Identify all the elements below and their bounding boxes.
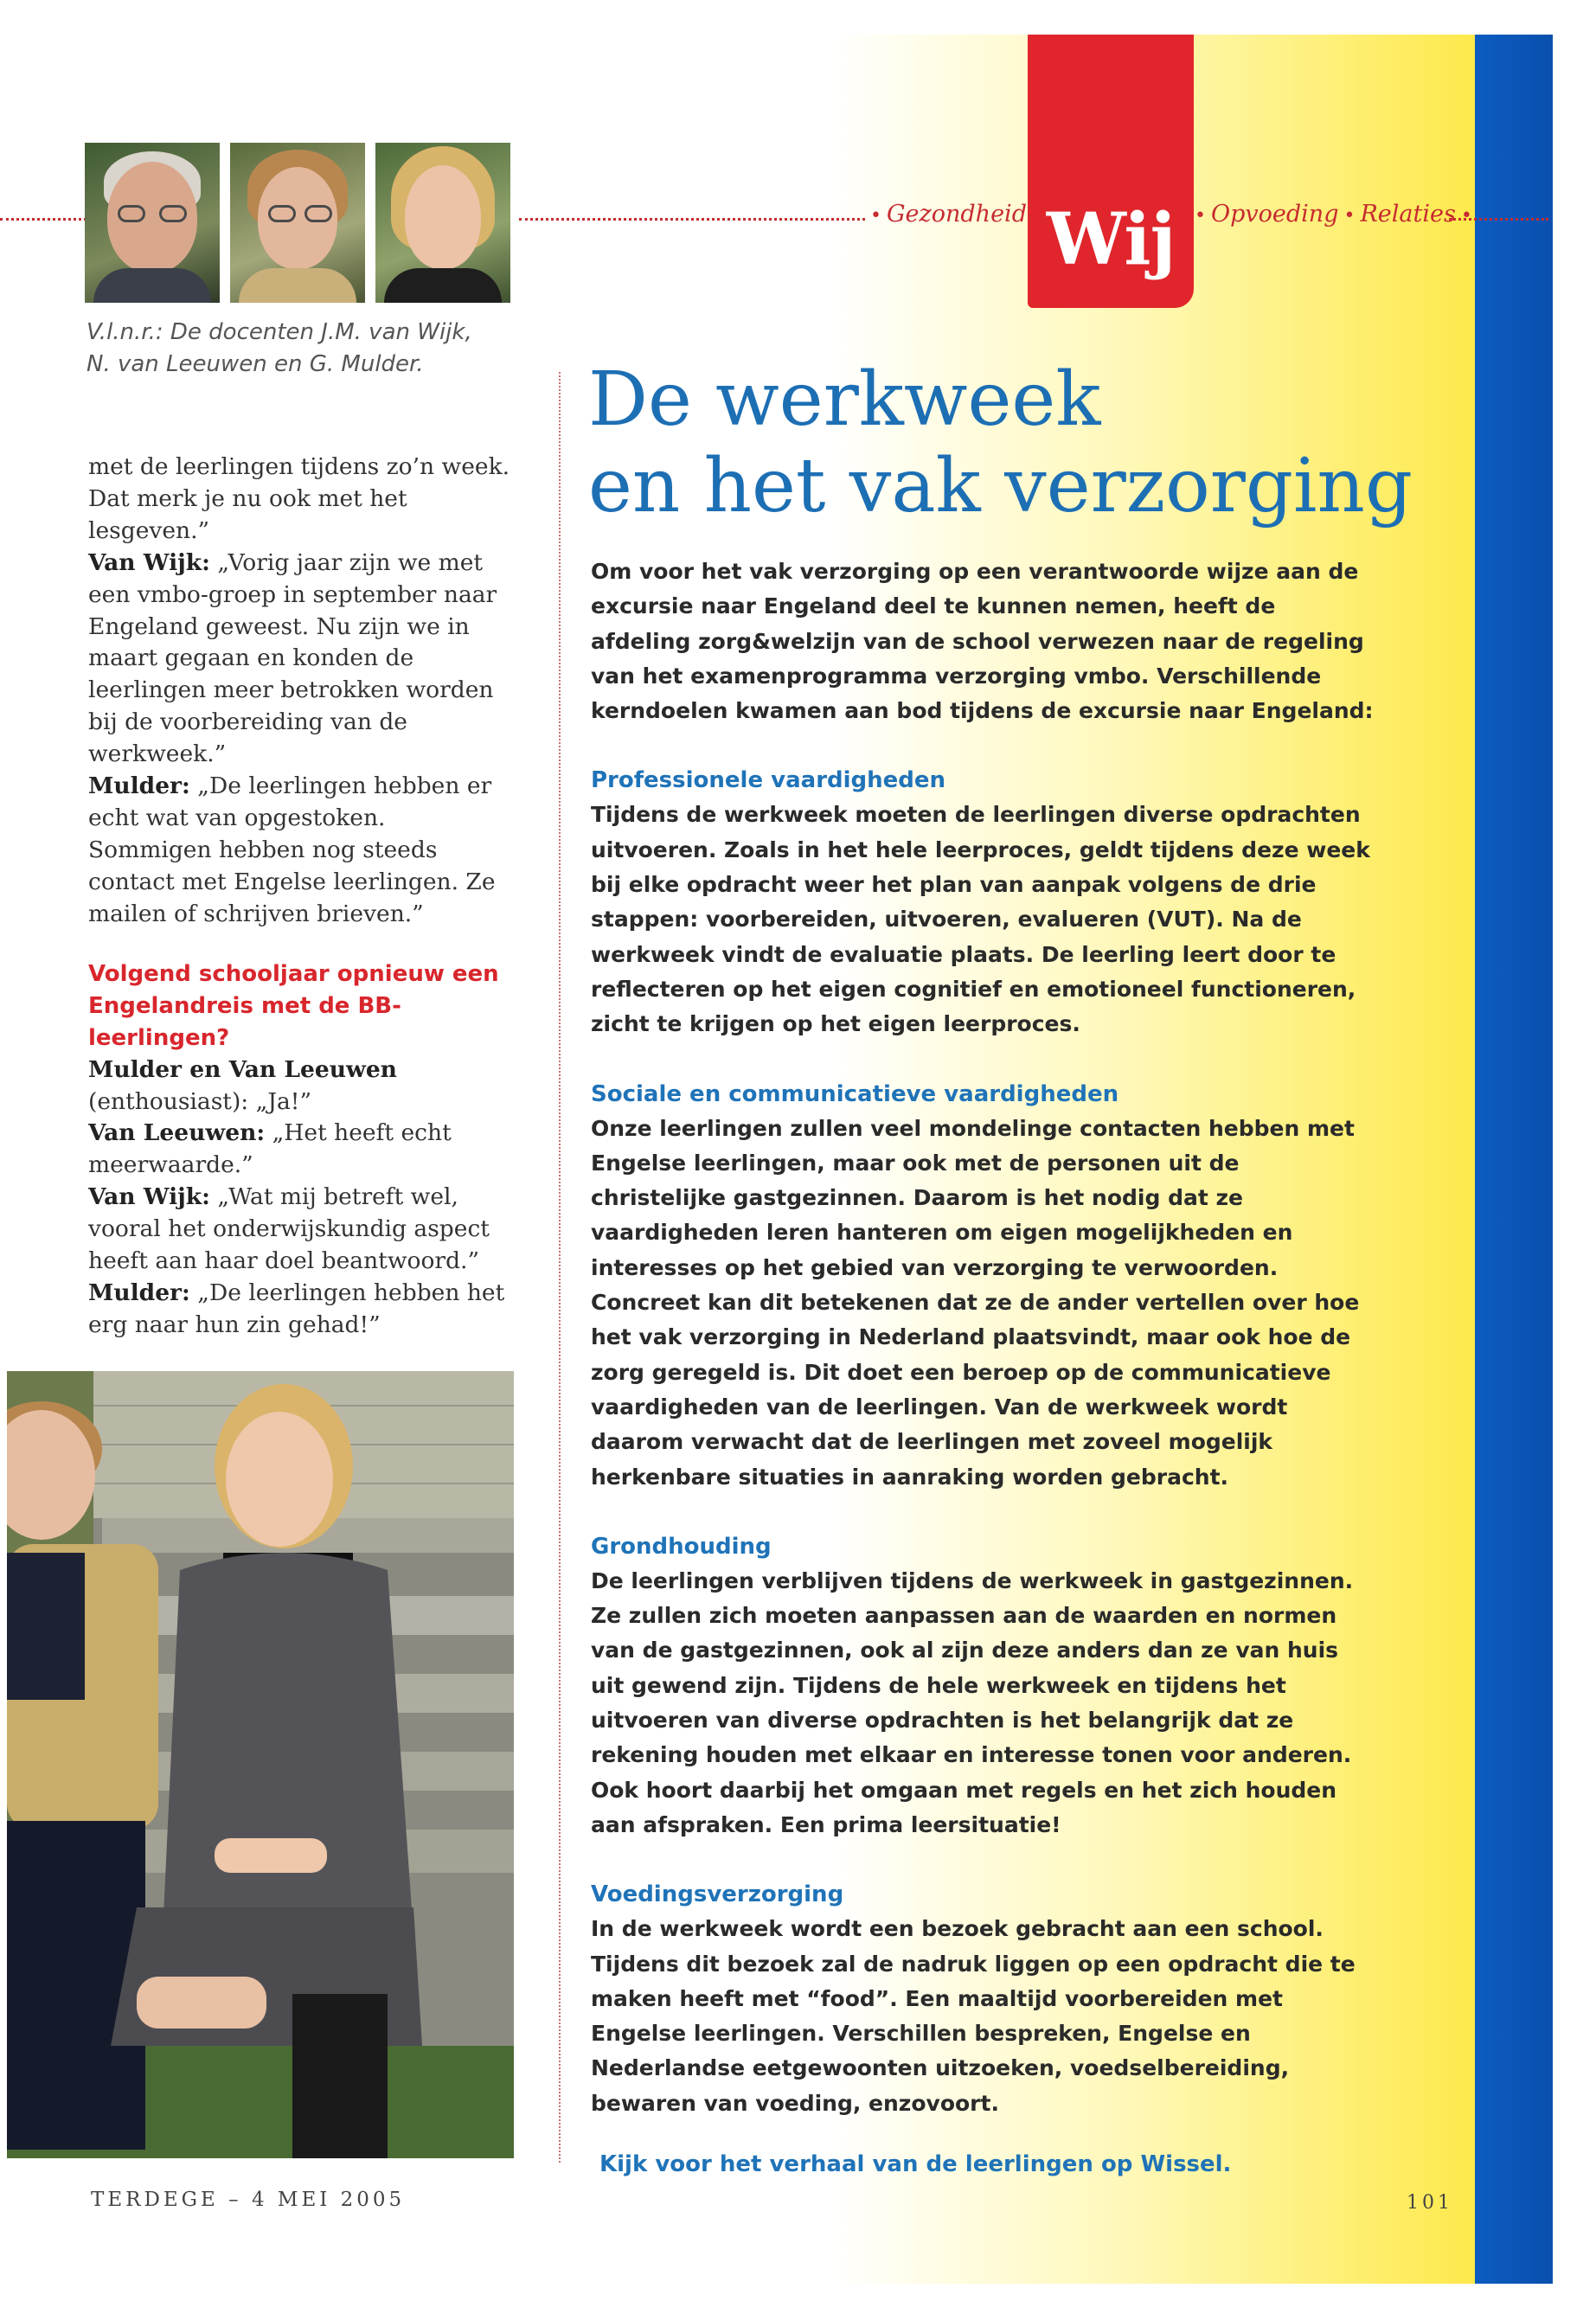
teachers-photo — [7, 1371, 514, 2158]
speaker-name: Van Leeuwen: — [88, 1119, 266, 1147]
quote-text: „Wat mij betreft wel, vooral het onderwijskundig aspect heeft aan haar doel beantwoord.” — [88, 1183, 490, 1275]
interview-paragraph — [88, 1054, 514, 1118]
article-intro: Om voor het vak verzorging op een verantwoorde wijze aan de excursie naar Engeland deel te kunnen nemen, heeft de afdeling zorg&welzijn van de school verwezen naar de regeling van het examenprogramma verzorging vmbo. Verschillende kerndoelen kwamen aan bod tijdens de excursie naar Engeland: — [591, 559, 1374, 724]
portraits-caption: V.l.n.r.: De docenten J.M. van Wijk, N. van Leeuwen en G. Mulder. — [87, 319, 472, 377]
speaker-name: Mulder: — [88, 772, 190, 800]
interview-paragraph — [88, 1278, 514, 1342]
column-divider — [559, 372, 561, 2163]
portrait-van-leeuwen — [230, 143, 365, 303]
nav-item-opvoeding: Opvoeding — [1210, 201, 1339, 228]
speaker-name: Mulder en Van Leeuwen — [88, 1055, 397, 1083]
nav-item-relaties: Relaties — [1360, 201, 1456, 228]
portrait-mulder — [375, 143, 510, 303]
page-number: 101 — [1407, 2192, 1453, 2214]
section-body: Tijdens de werkweek moeten de leerlingen diverse opdrachten uitvoeren. Zoals in het hele leerproces, geldt tijdens deze week bij elke opdracht weer het plan van aanpak volgens de drie stappen: voorbereiden, uitvoeren, evalueren (VUT). Na de werkweek vindt de evaluatie plaats. De leerling leert door te reflecteren op het eigen cognitief en emotioneel functioneren, zicht te krijgen op het eigen leerproces. — [591, 802, 1370, 1037]
interview-paragraph — [88, 1118, 514, 1182]
interview-column — [88, 452, 514, 1342]
nav-separator: • — [1343, 205, 1356, 227]
publication-footer: TERDEGE – 4 MEI 2005 — [91, 2189, 406, 2211]
interview-paragraph — [88, 548, 514, 771]
speaker-name: Van Wijk: — [88, 548, 210, 576]
article-title-line: De werkweek — [588, 356, 1101, 443]
interview-paragraph: met de leerlingen tijdens zo’n week. Dat merk je nu ook met het lesgeven.” — [88, 453, 510, 544]
article-body — [591, 554, 1374, 2182]
section-heading: Grondhouding — [591, 1533, 772, 1560]
interview-paragraph — [88, 771, 514, 931]
quote-text: (enthousiast): „Ja!” — [88, 1087, 311, 1115]
nav-separator: • — [1195, 205, 1206, 227]
speaker-name: Mulder: — [88, 1279, 190, 1306]
nav-separator: • — [870, 205, 881, 227]
nav-item-gezondheid: Gezondheid — [886, 201, 1027, 228]
section-heading: Professionele vaardigheden — [591, 767, 946, 794]
header-rule-left — [0, 218, 87, 221]
section-heading: Voedingsverzorging — [591, 1881, 844, 1908]
section-heading: Sociale en communicatieve vaardigheden — [591, 1080, 1119, 1107]
blue-edge-stripe — [1475, 35, 1553, 2284]
section-nav-left — [865, 201, 1048, 228]
section-body: In de werkweek wordt een bezoek gebracht aan een school. Tijdens dit bezoek zal de nadruk liggen op een opdracht die te maken heeft met “food”. Een maaltijd voorbereiden met Engelse leerlingen. Verschillen bespreken, Engelse en Nederlandse eetgewoonten uitzoeken, voedselbereiding, bewaren van voeding, enzovoort. — [591, 1916, 1356, 2116]
closing-reference: Kijk voor het verhaal van de leerlingen op Wissel. — [599, 2150, 1232, 2177]
quote-text: „De leerlingen hebben het erg naar hun zin gehad!” — [88, 1279, 505, 1338]
quote-text: „De leerlingen hebben er echt wat van opgestoken. Sommigen hebben nog steeds contact met Engelse leerlingen. Ze mailen of schrijven brieven.” — [88, 772, 496, 927]
section-nav-right — [1189, 201, 1477, 228]
nav-separator: • — [1460, 205, 1472, 227]
teachers-photo-illustration — [7, 1371, 514, 2158]
section-tab-label: Wij — [1046, 198, 1176, 281]
teacher-portraits — [85, 143, 510, 303]
section-tab-wij — [1028, 35, 1194, 308]
section-body: De leerlingen verblijven tijdens de werkweek in gastgezinnen. Ze zullen zich moeten aanpassen aan de waarden en normen van de gastgezinnen, ook al zijn deze anders dan ze van huis uit gewend zijn. Tijdens de hele werkweek en tijdens het uitvoeren van diverse opdrachten is het belangrijk dat ze rekening houden met elkaar en interesse tonen voor anderen. Ook hoort daarbij het omgaan met regels en het zich houden aan afspraken. Een prima leersituatie! — [591, 1567, 1354, 1837]
article-title — [588, 356, 1436, 529]
portrait-van-wijk — [85, 143, 220, 303]
header-rule-middle — [519, 218, 865, 221]
interview-paragraph — [88, 1182, 514, 1278]
interview-question: Volgend schooljaar opnieuw een Engelandreis met de BB-leerlingen? — [88, 960, 499, 1051]
quote-text: „Het heeft echt meerwaarde.” — [88, 1119, 452, 1179]
section-body: Onze leerlingen zullen veel mondelinge contacten hebben met Engelse leerlingen, maar ook met de personen uit de christelijke gastgezinnen. Daarom is het nodig dat ze vaardigheden leren hanteren om eigen mogelijkheden en interesses op het gebied van verzorging te verwoorden. Concreet kan dit betekenen dat ze de ander vertellen over hoe het vak verzorging in Nederland plaatsvindt, maar ook hoe de zorg geregeld is. Dit doet een beroep op de communicatieve vaardigheden van de leerlingen. Van de werkweek wordt daarom verwacht dat de leerlingen met zoveel mogelijk herkenbare situaties in aanraking worden gebracht. — [591, 1115, 1360, 1490]
article-title-line: en het vak verzorging — [588, 443, 1413, 529]
speaker-name: Van Wijk: — [88, 1183, 210, 1211]
quote-text: „Vorig jaar zijn we met een vmbo-groep in september naar Engeland geweest. Nu zijn we in maart gegaan en konden de leerlingen meer betrokken worden bij de voorbereiding van de werkweek.” — [88, 548, 497, 768]
